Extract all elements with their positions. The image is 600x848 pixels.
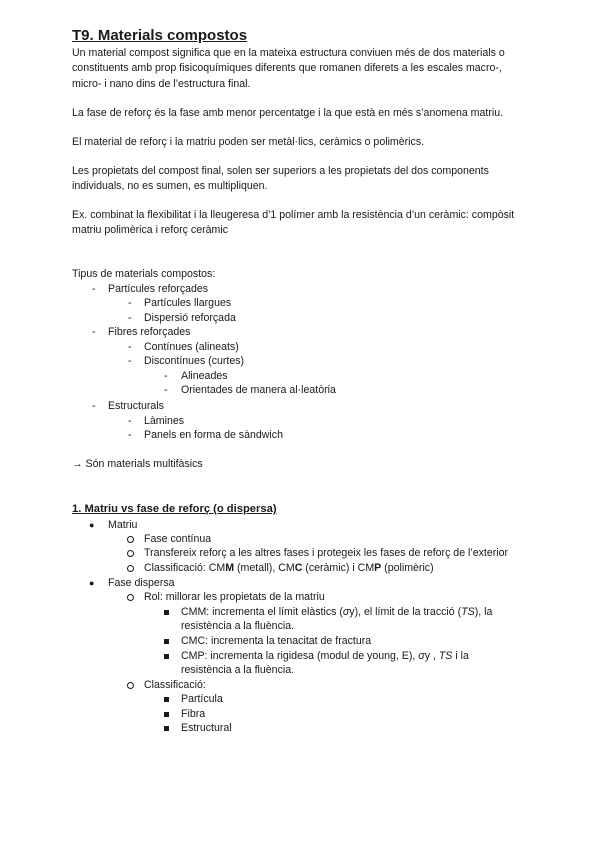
list-item-structural: Estructurals (108, 400, 164, 412)
list-item-cmc: CMC: incrementa la tenacitat de fractura (181, 635, 372, 647)
multiphase-conclusion: → Són materials multifàsics (72, 458, 203, 470)
square-bullet-icon (164, 726, 169, 731)
list-item-large-particles: Partícules llargues (144, 297, 232, 309)
dash-marker: - (128, 355, 132, 367)
hollow-bullet-icon (127, 536, 134, 543)
list-item-aligned: Alineades (181, 370, 228, 382)
list-item-dispersion-reinforced: Dispersió reforçada (144, 312, 236, 324)
list-item-fibre: Fibra (181, 708, 206, 720)
dash-marker: - (92, 326, 96, 338)
dash-marker: - (92, 283, 96, 295)
intro-paragraph-properties: Les propietats del compost final, solen ser superiors a les propietats del dos components individuals, no es sumen, es multipliquen. (72, 165, 489, 193)
list-item-reinforced-particles: Partícules reforçades (108, 283, 209, 295)
dash-marker: - (164, 370, 168, 382)
list-item-continuous-phase: Fase contínua (144, 533, 212, 545)
list-item-reinforced-fibres: Fibres reforçades (108, 326, 191, 338)
types-heading: Tipus de materials compostos: (72, 268, 216, 280)
intro-paragraph-reinforcement-phase: La fase de reforç és la fase amb menor percentatge i la que està en més s’anomena matriu. (72, 107, 504, 119)
dash-marker: - (128, 312, 132, 324)
list-item-structural-class: Estructural (181, 722, 232, 734)
hollow-bullet-icon (127, 550, 134, 557)
intro-paragraph-materials: El material de reforç i la matriu poden ser metàl·lics, ceràmics o polimèrics. (72, 136, 425, 148)
dash-marker: - (128, 429, 132, 441)
list-item-laminates: Làmines (144, 415, 185, 427)
dash-marker: - (128, 415, 132, 427)
square-bullet-icon (164, 697, 169, 702)
list-item-cmp: CMP: incrementa la rigidesa (modul de young, E), σy , TS i la resistència a la fluència. (181, 650, 469, 676)
intro-paragraph-example: Ex. combinat la flexibilitat i la lleugeresa d’1 polímer amb la resistència d’un ceràmic: compòsit matriu polimèrica i reforç ceràmic (72, 209, 515, 237)
square-bullet-icon (164, 712, 169, 717)
list-item-matrix: Matriu (108, 519, 138, 531)
list-item-sandwich: Panels en forma de sàndwich (144, 429, 283, 441)
dash-marker: - (128, 297, 132, 309)
square-bullet-icon (164, 654, 169, 659)
hollow-bullet-icon (127, 594, 134, 601)
list-item-random: Orientades de manera al·leatòria (181, 384, 336, 396)
page-title: T9. Materials compostos (72, 27, 248, 44)
square-bullet-icon (164, 639, 169, 644)
list-item-transfer: Transfereix reforç a les altres fases i protegeix les fases de reforç de l’exterior (144, 547, 509, 559)
dash-marker: - (128, 341, 132, 353)
dash-marker: - (164, 384, 168, 396)
filled-bullet-icon: ● (89, 578, 95, 588)
filled-bullet-icon: ● (89, 520, 95, 530)
list-item-role: Rol: millorar les propietats de la matriu (144, 591, 325, 603)
list-item-matrix-classification: Classificació: CMM (metall), CMC (ceràmic) i CMP (polimèric) (144, 562, 434, 574)
list-item-continuous: Contínues (alineats) (144, 341, 239, 353)
list-item-particle: Partícula (181, 693, 223, 705)
list-item-dispersed-classification: Classificació: (144, 679, 206, 691)
list-item-dispersed-phase: Fase dispersa (108, 577, 175, 589)
list-item-cmm: CMM: incrementa el límit elàstics (σy), el límit de la tracció (TS), la resistència a la fluència. (181, 606, 493, 632)
dash-marker: - (92, 400, 96, 412)
hollow-bullet-icon (127, 682, 134, 689)
hollow-bullet-icon (127, 565, 134, 572)
list-item-discontinuous: Discontínues (curtes) (144, 355, 245, 367)
square-bullet-icon (164, 610, 169, 615)
intro-paragraph-definition: Un material compost significa que en la mateixa estructura conviuen més de dos materials o constituents amb prop fisicoquímiques diferents que romanen diferets a les escales macro-, micro- i nano dins de l’estructura final. (72, 47, 505, 90)
section-heading: 1. Matriu vs fase de reforç (o dispersa) (72, 503, 277, 515)
